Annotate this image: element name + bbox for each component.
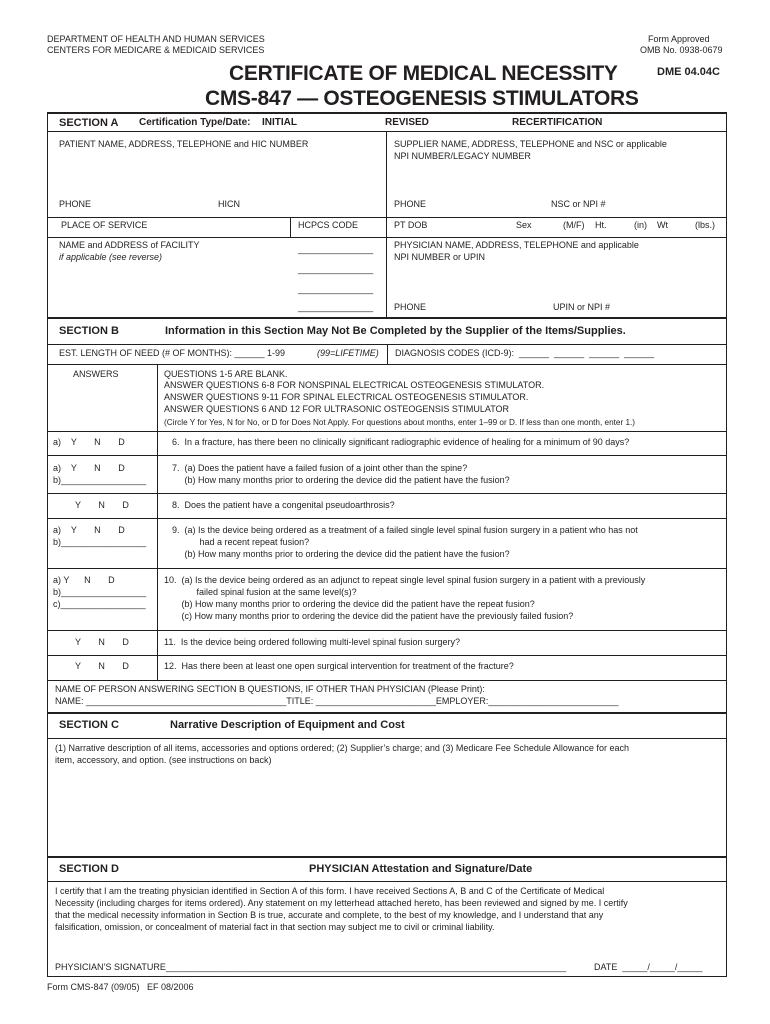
name-title-employer-fields[interactable]: NAME: ________________________________________TITLE: ________________________EMPLOYER:__________________________ bbox=[55, 696, 619, 706]
signature-date-field[interactable]: DATE _____/_____/_____ bbox=[594, 962, 703, 972]
est-lifetime-note: (99=LIFETIME) bbox=[317, 348, 379, 358]
attestation-line-3: that the medical necessity information in Section B is true, accurate and complete, to the best of my knowledge, and I understand that any bbox=[55, 910, 604, 920]
section-b-label: SECTION B bbox=[59, 325, 119, 337]
divider-need-diag bbox=[387, 344, 388, 364]
section-c-heading: Narrative Description of Equipment and Cost bbox=[170, 719, 405, 731]
section-d-top-rule bbox=[47, 856, 727, 858]
q9-answer-b[interactable]: b)_________________ bbox=[53, 537, 147, 547]
q10-answer-c[interactable]: c)_________________ bbox=[53, 599, 146, 609]
sex-label[interactable]: Sex bbox=[516, 220, 532, 230]
question-9b: (b) How many months prior to ordering the device did the patient have the fusion? bbox=[172, 549, 510, 559]
q11-answer[interactable]: Y N D bbox=[75, 637, 129, 647]
divider-place-hcpcs bbox=[290, 217, 291, 237]
place-of-service-label[interactable]: PLACE OF SERVICE bbox=[61, 220, 148, 230]
divider-facility-physician bbox=[386, 217, 387, 317]
q6-answer[interactable]: a) Y N D bbox=[53, 437, 125, 447]
physician-info-label-1: PHYSICIAN NAME, ADDRESS, TELEPHONE and applicable bbox=[394, 240, 639, 250]
section-a-header-rule bbox=[47, 131, 727, 132]
section-d-heading: PHYSICIAN Attestation and Signature/Date bbox=[309, 863, 533, 875]
dept-line-2: CENTERS FOR MEDICARE & MEDICAID SERVICES bbox=[47, 45, 265, 55]
section-a-label: SECTION A bbox=[59, 117, 119, 129]
instruction-4: ANSWER QUESTIONS 6 AND 12 FOR ULTRASONIC OSTEOGENSIS STIMULATOR bbox=[164, 404, 510, 414]
rule-q8 bbox=[47, 493, 727, 494]
section-c-instructions-1: (1) Narrative description of all items, accessories and options ordered; (2) Supplier’s charge; and (3) Medicare Fee Schedule Allowance for each bbox=[55, 743, 629, 753]
omb-number: OMB No. 0938-0679 bbox=[640, 45, 723, 55]
supplier-info-label-2: NPI NUMBER/LEGACY NUMBER bbox=[394, 151, 531, 161]
instruction-1: QUESTIONS 1-5 ARE BLANK. bbox=[164, 369, 288, 379]
pounds-label: (lbs.) bbox=[695, 220, 715, 230]
supplier-info-field[interactable] bbox=[394, 165, 714, 193]
q10-answer-a[interactable]: a) Y N D bbox=[53, 575, 115, 585]
supplier-phone-label[interactable]: PHONE bbox=[394, 199, 427, 209]
nsc-npi-label[interactable]: NSC or NPI # bbox=[551, 199, 606, 209]
dept-line-1: DEPARTMENT OF HEALTH AND HUMAN SERVICES bbox=[47, 34, 265, 44]
rule-q7 bbox=[47, 455, 727, 456]
q12-answer[interactable]: Y N D bbox=[75, 661, 129, 671]
answers-column-divider bbox=[157, 364, 158, 680]
section-d-label: SECTION D bbox=[59, 863, 119, 875]
initial-option[interactable]: INITIAL bbox=[262, 117, 297, 128]
form-subtitle: CMS-847 — OSTEOGENESIS STIMULATORS bbox=[205, 87, 639, 110]
rule-place-of-service bbox=[47, 217, 727, 218]
question-9a-cont: had a recent repeat fusion? bbox=[172, 537, 310, 547]
rule-answers bbox=[47, 364, 727, 365]
question-11: 11. Is the device being ordered following multi-level spinal fusion surgery? bbox=[164, 637, 460, 647]
question-6: 6. In a fracture, has there been no clinically significant radiographic evidence of healing for a minimum of 90 days? bbox=[172, 437, 630, 447]
section-b-top-rule bbox=[47, 317, 727, 319]
question-10a: 10. (a) Is the device being ordered as an adjunct to repeat single level spinal fusion surgery in a patient with a previously bbox=[164, 575, 646, 585]
attestation-line-1: I certify that I am the treating physician identified in Section A of this form. I have received Sections A, B and C of the Certificate of Medical bbox=[55, 886, 605, 896]
rule-q11 bbox=[47, 630, 727, 631]
dme-code: DME 04.04C bbox=[657, 66, 720, 78]
name-person-label: NAME OF PERSON ANSWERING SECTION B QUESTIONS, IF OTHER THAN PHYSICIAN (Please Print): bbox=[55, 684, 485, 694]
question-7b: (b) How many months prior to ordering the device did the patient have the fusion? bbox=[172, 475, 510, 485]
section-c-instructions-2: item, accessory, and option. (see instructions on back) bbox=[55, 755, 272, 765]
patient-info-label: PATIENT NAME, ADDRESS, TELEPHONE and HIC NUMBER bbox=[59, 139, 309, 149]
q9-answer-a[interactable]: a) Y N D bbox=[53, 525, 125, 535]
question-10a-cont: failed spinal fusion at the same level(s)? bbox=[164, 587, 357, 597]
physician-phone-label[interactable]: PHONE bbox=[394, 302, 427, 312]
hcpcs-blank-3[interactable]: _______________ bbox=[298, 284, 374, 294]
answers-header: ANSWERS bbox=[73, 369, 119, 379]
question-7a: 7. (a) Does the patient have a failed fusion of a joint other than the spine? bbox=[172, 463, 468, 473]
section-d-header-rule bbox=[47, 881, 727, 882]
rule-q10 bbox=[47, 568, 727, 569]
attestation-line-2: Necessity (including charges for items ordered). Any statement on my letterhead attached hereto, has been reviewed and signed by me. I certify bbox=[55, 898, 628, 908]
section-c-header-rule bbox=[47, 738, 727, 739]
rule-name-person bbox=[47, 680, 727, 681]
revised-option[interactable]: REVISED bbox=[385, 117, 429, 128]
patient-supplier-divider bbox=[386, 131, 387, 217]
q10-answer-b[interactable]: b)_________________ bbox=[53, 587, 147, 597]
q7-answer-a[interactable]: a) Y N D bbox=[53, 463, 125, 473]
hcpcs-blank-2[interactable]: _______________ bbox=[298, 264, 374, 274]
question-10c: (c) How many months prior to ordering the device did the patient have the previously failed fusion? bbox=[164, 611, 574, 621]
attestation-line-4: falsification, omission, or concealment of material fact in that section may subject me to civil or criminal liability. bbox=[55, 922, 495, 932]
facility-label-2: if applicable (see reverse) bbox=[59, 252, 163, 262]
weight-label[interactable]: Wt bbox=[657, 220, 668, 230]
form-title: CERTIFICATE OF MEDICAL NECESSITY bbox=[229, 62, 618, 85]
physician-info-label-2: NPI NUMBER or UPIN bbox=[394, 252, 486, 262]
hcpcs-blank-4[interactable]: _______________ bbox=[298, 302, 374, 312]
narrative-description-field[interactable] bbox=[55, 770, 720, 852]
form-footer: Form CMS-847 (09/05) EF 08/2006 bbox=[47, 982, 194, 992]
recertification-option[interactable]: RECERTIFICATION bbox=[512, 117, 603, 128]
pt-dob-label[interactable]: PT DOB bbox=[394, 220, 428, 230]
question-12: 12. Has there been at least one open surgical intervention for treatment of the fracture? bbox=[164, 661, 514, 671]
question-8: 8. Does the patient have a congenital pseudoarthrosis? bbox=[172, 500, 395, 510]
section-b-heading: Information in this Section May Not Be Completed by the Supplier of the Items/Supplies. bbox=[165, 325, 626, 337]
question-9a: 9. (a) Is the device being ordered as a treatment of a failed single level spinal fusion surgery in a patient who has not bbox=[172, 525, 638, 535]
question-10b: (b) How many months prior to ordering the device did the patient have the repeat fusion? bbox=[164, 599, 535, 609]
supplier-info-label-1: SUPPLIER NAME, ADDRESS, TELEPHONE and NSC or applicable bbox=[394, 139, 667, 149]
patient-info-field[interactable] bbox=[59, 155, 379, 193]
hcpcs-code-label[interactable]: HCPCS CODE bbox=[298, 220, 359, 230]
form-approved: Form Approved bbox=[648, 34, 710, 44]
patient-phone-label[interactable]: PHONE bbox=[59, 199, 92, 209]
rule-facility bbox=[47, 237, 727, 238]
cert-type-label: Certification Type/Date: bbox=[139, 117, 251, 128]
inches-label: (in) bbox=[634, 220, 647, 230]
q7-answer-b[interactable]: b)_________________ bbox=[53, 475, 147, 485]
upin-npi-label[interactable]: UPIN or NPI # bbox=[553, 302, 611, 312]
section-c-label: SECTION C bbox=[59, 719, 119, 731]
est-length-of-need[interactable]: EST. LENGTH OF NEED (# OF MONTHS): ______ 1-99 bbox=[59, 348, 286, 358]
q8-answer[interactable]: Y N D bbox=[75, 500, 129, 510]
circle-instruction: (Circle Y for Yes, N for No, or D for Does Not Apply. For questions about months, enter 1–99 or D. If less than one month, enter 1.) bbox=[164, 418, 636, 427]
rule-q9 bbox=[47, 518, 727, 519]
mf-label: (M/F) bbox=[563, 220, 585, 230]
hcpcs-blank-1[interactable]: _______________ bbox=[298, 244, 374, 254]
height-label[interactable]: Ht. bbox=[595, 220, 607, 230]
instruction-2: ANSWER QUESTIONS 6-8 FOR NONSPINAL ELECTRICAL OSTEOGENESIS STIMULATOR. bbox=[164, 380, 545, 390]
section-c-top-rule bbox=[47, 712, 727, 714]
diagnosis-codes[interactable]: DIAGNOSIS CODES (ICD-9): ______ ______ ______ ______ bbox=[395, 348, 655, 358]
facility-label-1: NAME and ADDRESS of FACILITY bbox=[59, 240, 200, 250]
rule-q12 bbox=[47, 655, 727, 656]
section-a-top-rule bbox=[47, 112, 727, 114]
hicn-label[interactable]: HICN bbox=[218, 199, 240, 209]
instruction-3: ANSWER QUESTIONS 9-11 FOR SPINAL ELECTRICAL OSTEOGENESIS STIMULATOR. bbox=[164, 392, 529, 402]
physician-signature-field[interactable]: PHYSICIAN’S SIGNATURE________________________________________________________________________________ bbox=[55, 962, 567, 972]
rule-q6 bbox=[47, 431, 727, 432]
